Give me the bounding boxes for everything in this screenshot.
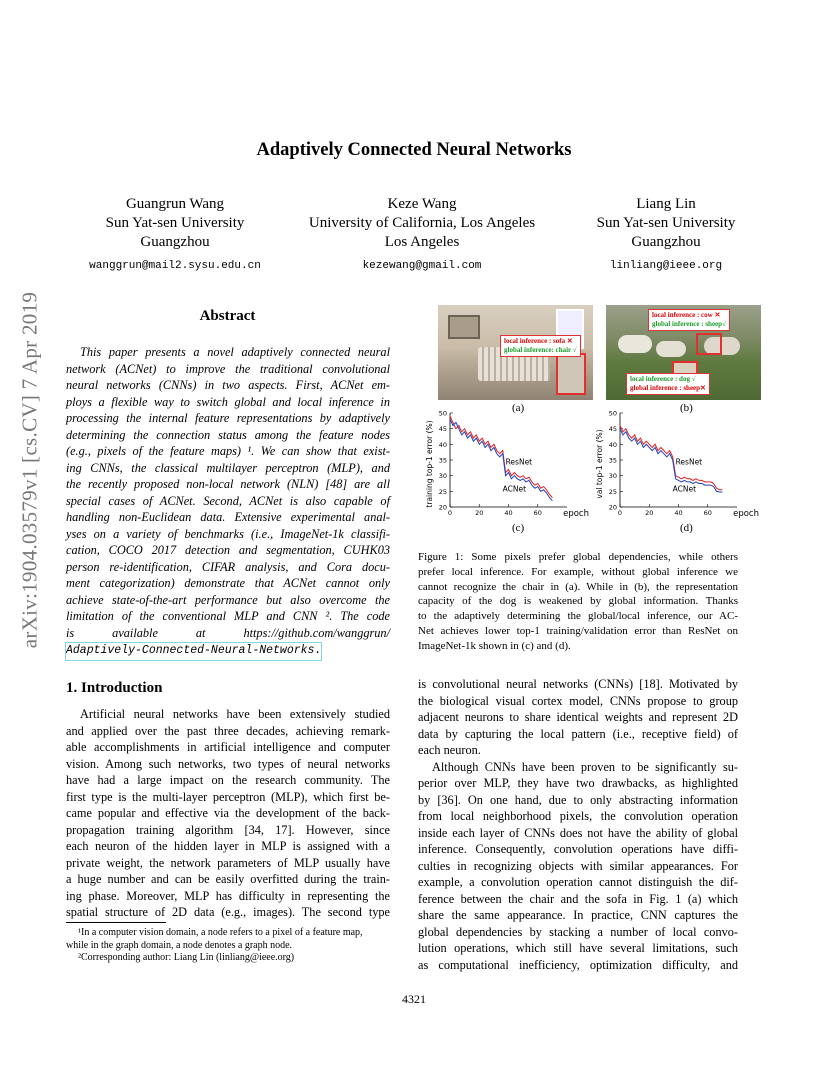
annotation-resnet: ResNet [675,457,703,467]
chart-training-error [422,405,592,523]
global-inference-label: global inference : sheep✕ [630,384,706,392]
page-number: 4321 [402,992,426,1006]
figure-1b-labels-bottom [626,373,710,395]
author-name: Liang Lin [636,196,696,212]
text-line: from local neighborhood pixels, the convolution operation [418,809,738,823]
y-tick-label: 25 [438,487,447,496]
text-line: ploys a flexible way to switch global and local inference in [66,394,390,409]
footnote-1-cont: while in the graph domain, a node denotes a graph node. [66,939,293,951]
y-tick-label: 40 [608,440,617,449]
author-email[interactable]: kezewang@gmail.com [362,260,482,272]
annotation-acnet: ACNet [502,484,527,494]
text-line: came popular and effective via the development of the back- [66,806,390,820]
text-line: able accomplishments in artificial intelligence and computer [66,740,390,754]
text-line: ference between the chair and the sofa in Fig. 1 (a) which [418,891,738,906]
text-line: culties in recognizing objects with similar appearances. For [418,858,738,873]
author-block [560,195,772,276]
text-line: prefer local inference. For example, without global inference we [418,565,738,578]
text-line: adjacent neurons to share identical weights and represent 2D [418,710,738,724]
abstract-heading: Abstract [199,308,256,324]
paper-title: Adaptively Connected Neural Networks [256,140,572,160]
y-axis-label: val top-1 error (%) [595,429,604,499]
text-line: ing CNNs, the classical multilayer perceptron (MLP), and [66,460,390,475]
text-line: each neuron. [418,743,481,757]
text-line: handling non-Euclidean data. Extensive experimental anal- [66,510,390,524]
figure-1c-label: (c) [512,522,525,534]
figure-1b-label: (b) [680,402,693,414]
text-line: neural networks (CNNs) in two aspects. First, ACNet em- [66,378,390,392]
figure-1a-image-room [438,305,593,400]
author-city: Guangzhou [631,234,701,250]
y-axis-label: training top-1 error (%) [425,420,434,508]
x-tick-label: 40 [674,509,683,517]
y-tick-label: 35 [608,456,617,465]
footnote-rule [66,922,166,923]
author-name: Keze Wang [387,196,457,212]
text-line: is convolutional neural networks (CNNs) [18]. Motivated by [418,677,738,691]
text-line: have had a large impact on the research community. The [66,773,390,787]
x-tick-label: 60 [533,509,542,517]
global-inference-label: global inference: chair √ [504,346,577,354]
text-line: private weight, the network parameters of MLP usually have [66,855,390,870]
y-tick-label: 30 [438,472,447,481]
y-tick-label: 20 [438,503,447,512]
text-line: This paper presents a novel adaptively connected neural [80,345,390,359]
text-line: inside each layer of CNNs does not have the ability of global [418,825,738,840]
series-line-resnet [450,416,552,498]
text-line: determining the connection status among the feature nodes [66,427,390,442]
text-line: global dependencies by stacking a number of local convo- [418,924,738,939]
arxiv-id-text: arXiv:1904.03579v1 [cs.CV] 7 Apr 2019 [17,291,42,649]
text-line: and applied over the past three decades, achieving remark- [66,723,390,738]
text-line: processing the internal feature representations by adaptively [66,411,390,425]
sheep [656,341,686,357]
author-affiliation: Sun Yat-sen University [105,215,245,231]
text-line: ment categorization) demonstrate that ACNet cannot only [66,576,390,590]
intro-body-continued [418,676,738,973]
series-line-acnet [620,429,722,492]
text-line: to the adaptively determining the global/local inference, our AC- [418,610,738,623]
text-line: yses on a variety of benchmarks (i.e., ImageNet-1k classifi- [66,526,390,541]
chair-highlight [556,353,586,395]
author-email[interactable]: wanggrun@mail2.sysu.edu.cn [89,260,261,272]
author-affiliation: University of California, Los Angeles [308,215,536,231]
annotation-resnet: ResNet [505,457,533,467]
author-city: Los Angeles [384,234,460,250]
figure-1a-label: (a) [512,402,525,414]
x-tick-label: 20 [475,509,484,517]
text-line: each neuron of the hidden layer in MLP is assigned with a [66,839,390,853]
section-heading-introduction: 1. Introduction [66,680,163,696]
text-line: spatial structure of 2D data (e.g., images). The second type [66,905,390,919]
local-inference-label: local inference : cow ✕ [652,311,721,319]
text-line: by [36]. On one hand, due to only abstracting information [418,792,738,807]
footnote-1: ¹In a computer vision domain, a node refers to a pixel of a feature map, [78,927,363,938]
text-line: a huge number and can be easily overfitted during the train- [66,872,390,886]
y-tick-label: 50 [438,409,447,418]
chart-val-error [592,405,762,523]
y-tick-label: 20 [608,503,617,512]
text-line: is available at https://github.com/wanggrun/ [66,625,390,640]
text-line: example, a convolution operation cannot distinguish the dif- [418,875,738,889]
intro-body [66,706,390,921]
text-line: special cases of ACNet. Second, ACNet is also capable of [66,493,390,508]
x-axis-label: epoch [563,509,589,519]
text-line: inference. Consequently, convolution operations have diffi- [418,842,738,856]
text-line: as computational inefficiency, optimization difficulty, and [418,957,738,972]
text-line: perior over MLP, they have two drawbacks, as highlighted [418,776,738,790]
series-line-acnet [450,419,552,500]
y-tick-label: 45 [438,425,447,434]
author-block [292,195,552,276]
y-tick-label: 50 [608,409,617,418]
figure-1b-labels-top [648,309,730,331]
text-line: first type is the multi-layer perceptron (MLP), which first be- [66,789,390,804]
figure-1b-image-field [606,305,761,400]
text-line: Figure 1: Some pixels prefer global dependencies, while others [418,551,738,563]
y-tick-label: 40 [438,440,447,449]
author-email[interactable]: linliang@ieee.org [609,260,723,272]
y-tick-label: 30 [608,472,617,481]
code-link[interactable]: Adaptively-Connected-Neural-Networks. [66,643,321,660]
text-line: vision. Among such networks, two types of neural networks [66,756,390,771]
sheep [618,335,652,353]
text-line: network (ACNet) to improve the traditional convolutional [66,361,390,376]
text-line: achieve state-of-the-art performance but also overcome the [66,592,390,607]
text-line: share the same appearance. In practice, CNN captures the [418,908,738,922]
text-line: the recently proposed non-local network (NLN) [48] are all [66,477,390,491]
text-line: ImageNet-1k shown in (c) and (d). [418,639,571,652]
author-block [65,195,285,276]
x-tick-label: 0 [447,509,453,517]
x-tick-label: 40 [504,509,513,517]
x-axis-label: epoch [733,509,759,519]
footnote-2: ²Corresponding author: Liang Lin (linliang@ieee.org) [78,952,295,963]
cow-highlight [696,333,722,355]
text-line: capacity of the dog is weakened by global information. Thanks [418,595,738,608]
text-line: Artificial neural networks have been extensively studied [80,707,390,721]
text-line: propagation training algorithm [34, 17]. However, since [66,822,390,837]
annotation-acnet: ACNet [672,484,697,494]
text-line: cation, COCO 2017 detection and segmentation, CUHK03 [66,543,390,557]
figure-1d-label: (d) [680,522,693,534]
text-line: Net achieves lower top-1 training/validation error than ResNet on [418,624,738,637]
author-affiliation: Sun Yat-sen University [596,215,736,231]
x-tick-label: 20 [645,509,654,517]
x-tick-label: 0 [617,509,623,517]
text-line: limitation of the conventional MLP and CNN ². The code [66,609,390,623]
text-line: cannot recognize the chair in (a). While in (b), the representation [418,580,738,593]
abstract-body [66,344,390,660]
text-line: data by capturing the local pattern (i.e., receptive field) of [418,726,738,741]
text-line: person re-identification, CIFAR analysis, and Cora docu- [66,559,390,574]
y-tick-label: 35 [438,456,447,465]
arxiv-side-identifier [6,290,54,650]
local-inference-label: local inference : dog √ [630,375,696,383]
footnotes [66,927,396,965]
text-line: the biological visual cortex model, CNNs propose to group [418,693,738,708]
text-line: (e.g., pixels of the feature maps) ¹. We can show that exist- [66,444,390,458]
y-tick-label: 25 [608,487,617,496]
text-line: Although CNNs have been proven to be significantly su- [432,759,738,774]
text-line: ing phase. Moreover, MLP has difficulty in representing the [66,888,390,903]
y-tick-label: 45 [608,425,617,434]
figure-1-caption [418,550,738,654]
author-city: Guangzhou [140,234,210,250]
global-inference-label: global inference : sheep√ [652,320,726,328]
x-tick-label: 60 [703,509,712,517]
figure-1a-labels [500,335,581,357]
author-name: Guangrun Wang [125,196,225,212]
text-line: lution operations, which still have several limitations, such [418,941,738,955]
picture-frame [448,315,480,339]
local-inference-label: local inference : sofa ✕ [504,337,573,345]
